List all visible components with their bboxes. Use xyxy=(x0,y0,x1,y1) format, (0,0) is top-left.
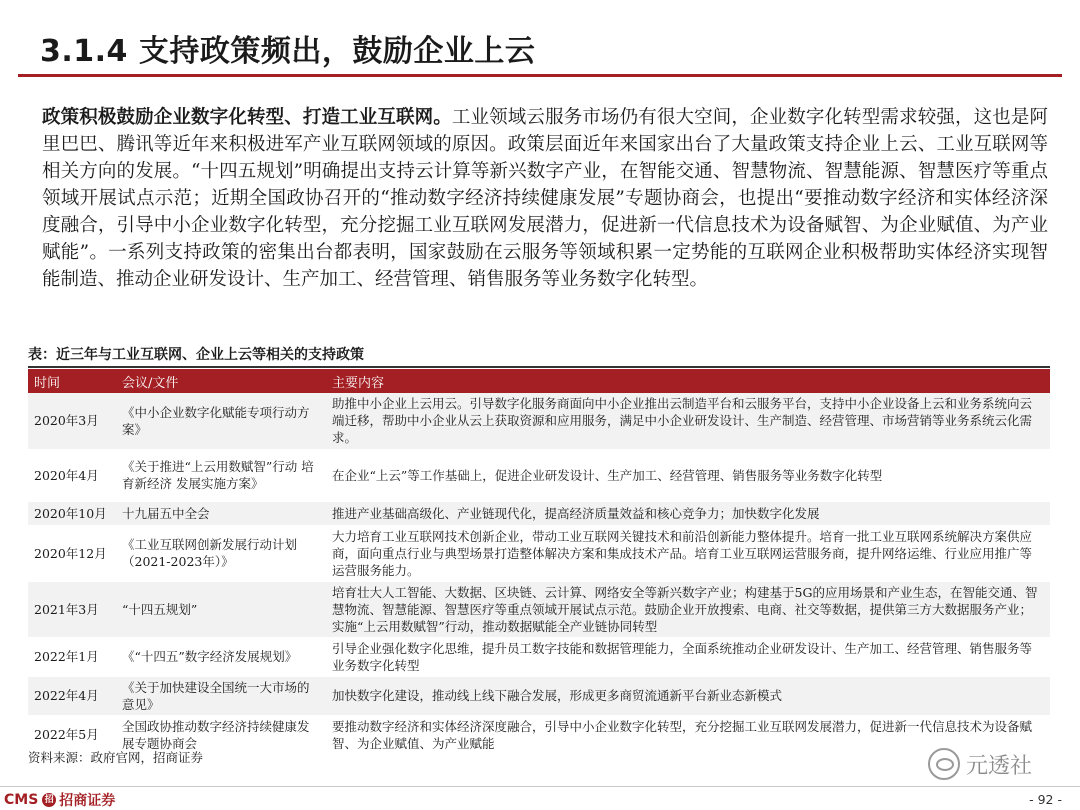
cell-doc: 《中小企业数字化赋能专项行动方案》 xyxy=(116,393,326,449)
cell-time: 2022年5月 xyxy=(28,715,116,754)
header-time: 时间 xyxy=(28,369,116,393)
cell-time: 2021年3月 xyxy=(28,581,116,637)
watermark xyxy=(928,748,1032,780)
logo-firm-name: 招商证券 xyxy=(59,793,116,809)
table-row xyxy=(28,581,1050,637)
table-row xyxy=(28,501,1050,525)
cell-content: 在企业“上云”等工作基础上，促进企业研发设计、生产加工、经营管理、销售服务等业务数字化转型 xyxy=(326,449,1050,501)
cell-doc: “十四五规划” xyxy=(116,581,326,637)
watermark-text: 元透社 xyxy=(966,753,1033,779)
header-doc: 会议/文件 xyxy=(116,369,326,393)
header-content: 主要内容 xyxy=(326,369,1050,393)
source-note: 资料来源：政府官网，招商证券 xyxy=(28,750,204,765)
cell-doc: 《工业互联网创新发展行动计划（2021-2023年）》 xyxy=(116,525,326,581)
cell-content: 引导企业强化数字化思维，提升员工数字技能和数据管理能力，全面系统推动企业研发设计、生产加工、经营管理、销售服务等业务数字化转型 xyxy=(326,637,1050,676)
table-row xyxy=(28,525,1050,581)
cell-content: 助推中小企业上云用云。引导数字化服务商面向中小企业推出云制造平台和云服务平台，支持中小企业设备上云和业务系统向云端迁移，帮助中小企业从云上获取资源和应用服务，满足中小企业研发设计、生产制造、经营管理、市场营销等业务系统云化需求。 xyxy=(326,393,1050,449)
logo-badge-icon: 招 xyxy=(42,793,56,807)
cell-content: 加快数字化建设，推动线上线下融合发展，形成更多商贸流通新平台新业态新模式 xyxy=(326,676,1050,715)
table-row xyxy=(28,676,1050,715)
table-header-row xyxy=(28,369,1050,393)
cell-time: 2020年3月 xyxy=(28,393,116,449)
firm-logo xyxy=(4,790,115,810)
cell-content: 大力培育工业互联网技术创新企业，带动工业互联网关键技术和前沿创新能力整体提升。培育一批工业互联网系统解决方案供应商，面向重点行业与典型场景打造整体解决方案和集成技术产品。培育工业互联网运营服务商，提升网络运维、行业应用推广等运营服务能力。 xyxy=(326,525,1050,581)
wechat-icon xyxy=(928,748,960,780)
cell-time: 2020年4月 xyxy=(28,449,116,501)
cell-content: 推进产业基础高级化、产业链现代化，提高经济质量效益和核心竞争力；加快数字化发展 xyxy=(326,501,1050,525)
cell-doc: 全国政协推动数字经济持续健康发展专题协商会 xyxy=(116,715,326,754)
cell-time: 2020年12月 xyxy=(28,525,116,581)
cell-time: 2022年4月 xyxy=(28,676,116,715)
table-row xyxy=(28,449,1050,501)
title-divider xyxy=(18,74,1062,77)
cell-doc: 《关于推进“上云用数赋智”行动 培育新经济 发展实施方案》 xyxy=(116,449,326,501)
cell-doc: 十九届五中全会 xyxy=(116,501,326,525)
policy-table xyxy=(28,369,1050,755)
cell-content: 培育壮大人工智能、大数据、区块链、云计算、网络安全等新兴数字产业；构建基于5G的应用场景和产业生态，在智能交通、智慧物流、智慧能源、智慧医疗等重点领域开展试点示范。鼓励企业开放搜索、电商、社交等数据，提供第三方大数据服务产业；实施“上云用数赋智”行动，推动数据赋能全产业链协同转型 xyxy=(326,581,1050,637)
table-caption: 表：近三年与工业互联网、企业上云等相关的支持政策 xyxy=(28,347,364,363)
table-row xyxy=(28,393,1050,449)
intro-lead: 政策积极鼓励企业数字化转型、打造工业互联网。 xyxy=(42,107,452,128)
footer-divider xyxy=(0,786,1080,787)
page-number: - 92 - xyxy=(1029,792,1062,807)
cell-doc: 《“十四五”数字经济发展规划》 xyxy=(116,637,326,676)
intro-paragraph xyxy=(42,104,1048,293)
page-title: 3.1.4 支持政策频出，鼓励企业上云 xyxy=(40,34,536,69)
caption-divider xyxy=(28,366,1050,368)
intro-body: 工业领域云服务市场仍有很大空间，企业数字化转型需求较强，这也是阿里巴巴、腾讯等近年来积极进军产业互联网领域的原因。政策层面近年来国家出台了大量政策支持企业上云、工业互联网等相关方向的发展。“十四五规划”明确提出支持云计算等新兴数字产业，在智能交通、智慧物流、智慧能源、智慧医疗等重点领域开展试点示范；近期全国政协召开的“推动数字经济持续健康发展”专题协商会，也提出“要推动数字经济和实体经济深度融合，引导中小企业数字化转型，充分挖掘工业互联网发展潜力，促进新一代信息技术为设备赋智、为企业赋值、为产业赋能”。一系列支持政策的密集出台都表明，国家鼓励在云服务等领域积累一定势能的互联网企业积极帮助实体经济实现智能制造、推动企业研发设计、生产加工、经营管理、销售服务等业务数字化转型。 xyxy=(42,107,1048,290)
logo-cms: CMS xyxy=(4,792,39,808)
cell-time: 2022年1月 xyxy=(28,637,116,676)
table-row xyxy=(28,637,1050,676)
cell-time: 2020年10月 xyxy=(28,501,116,525)
cell-doc: 《关于加快建设全国统一大市场的意见》 xyxy=(116,676,326,715)
cell-content: 要推动数字经济和实体经济深度融合，引导中小企业数字化转型，充分挖掘工业互联网发展潜力，促进新一代信息技术为设备赋智、为企业赋值、为产业赋能 xyxy=(326,715,1050,754)
